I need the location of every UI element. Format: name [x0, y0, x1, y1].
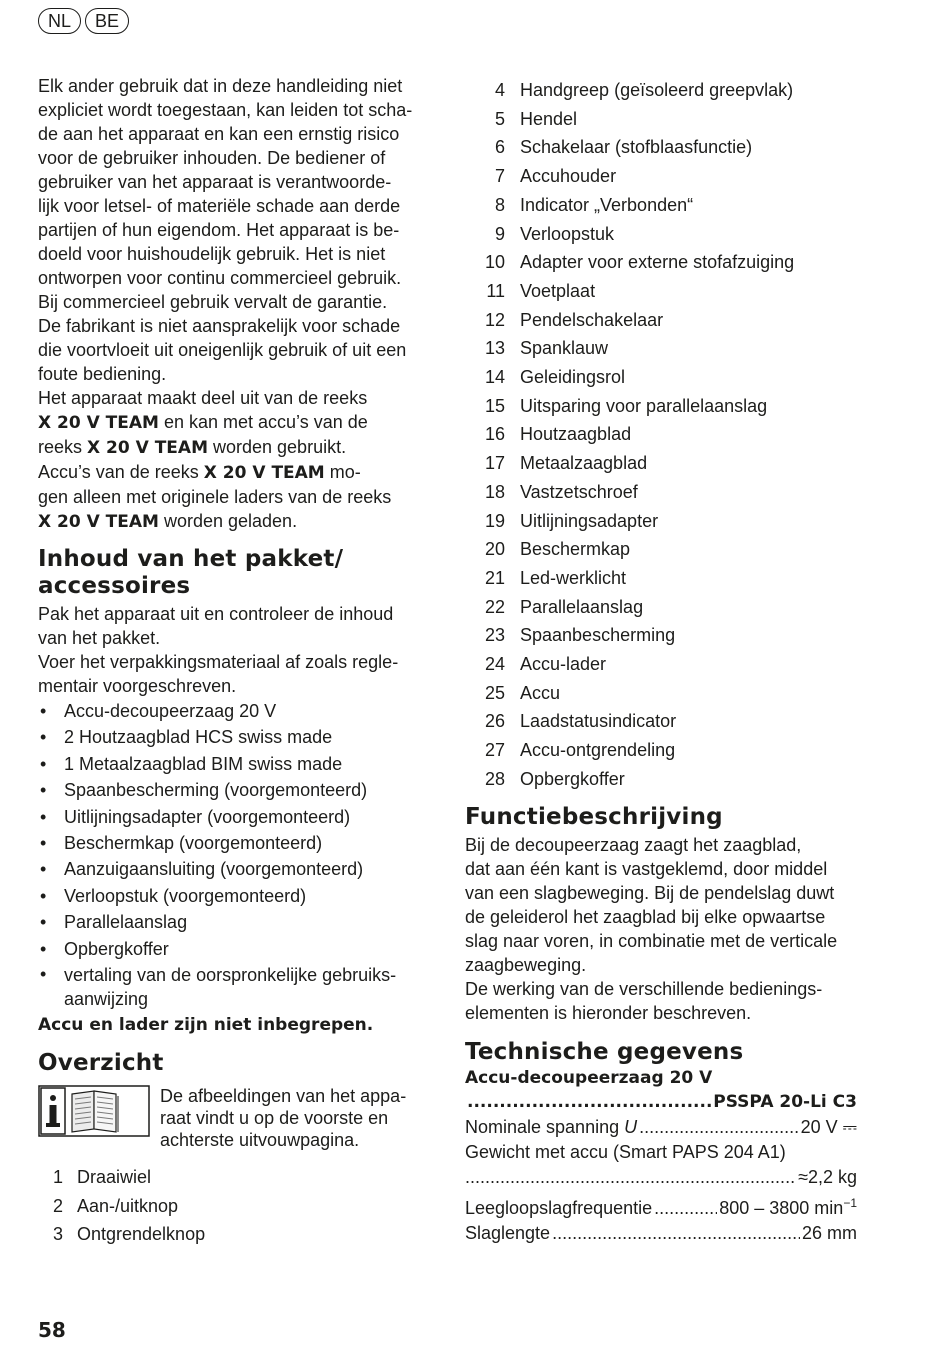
function-paragraph-1: Bij de decoupeerzaag zaagt het zaagblad, dat aan één kant is vastgeklemd, door middel van een slagbeweging. Bij de pendelslag duwt de geleiderol het zaagblad bij elke opwaartse slag naar voren, in combinatie met de verticale zaagbeweging.: [465, 834, 838, 975]
item-number: 12: [484, 309, 505, 330]
leader-dots: [552, 1221, 800, 1246]
item-number: 8: [494, 194, 505, 215]
series-name: X 20 V TEAM: [203, 463, 325, 483]
list-item: [465, 248, 857, 277]
list-item: [465, 220, 857, 249]
list-item: [38, 1163, 433, 1192]
list-item: [465, 306, 857, 335]
list-item: • Accu-decoupeerzaag 20 V: [38, 698, 433, 724]
item-number: 7: [494, 166, 505, 187]
right-column: [465, 76, 857, 1246]
item-number: 13: [484, 338, 505, 359]
spec-label: Slaglengte: [465, 1222, 551, 1243]
series-paragraph: [38, 386, 433, 534]
item-label: Opbergkoffer: [520, 768, 625, 789]
list-item: [465, 707, 857, 736]
item-number: 22: [484, 596, 505, 617]
list-item: [465, 191, 857, 220]
spec-label: Leegloopslagfrequentie: [465, 1197, 653, 1218]
list-item: • Beschermkap (voorgemonteerd): [38, 830, 433, 856]
list-item: • 2 Houtzaagblad HCS swiss made: [38, 724, 433, 750]
list-item: • Parallelaanslag: [38, 909, 433, 935]
item-number: 1: [52, 1167, 63, 1188]
item-label: Accu-ontgrendeling: [520, 740, 676, 761]
spec-symbol: U: [624, 1116, 638, 1137]
series-text: Het apparaat maakt deel uit van de reeks: [38, 388, 368, 408]
item-number: 6: [494, 137, 505, 158]
item-number: 16: [484, 424, 505, 445]
list-item: [465, 334, 857, 363]
item-label: Accu: [520, 682, 561, 703]
item-number: 9: [494, 223, 505, 244]
spec-row-stroke: [465, 1221, 857, 1246]
model-number: PSSPA 20-Li C3: [713, 1091, 857, 1112]
item-label: Ontgrendelknop: [77, 1224, 206, 1245]
package-list: [38, 698, 433, 1012]
leader-dots: [639, 1115, 798, 1140]
list-item: [465, 593, 857, 622]
list-item: [465, 449, 857, 478]
spec-row-weight-label: [465, 1140, 857, 1165]
list-item: • Verloopstuk (voorgemonteerd): [38, 883, 433, 909]
item-label: Vastzetschroef: [520, 481, 638, 502]
item-label: Aan-/uitknop: [77, 1195, 179, 1216]
leader-dots: [465, 1165, 796, 1190]
list-item: • Aanzuigaansluiting (voorgemonteerd): [38, 856, 433, 882]
spec-value: 20 V ⎓: [800, 1116, 857, 1137]
spec-label: Gewicht met accu (Smart PAPS 204 A1): [465, 1141, 786, 1162]
leader-dots: [654, 1196, 717, 1221]
language-badges: [38, 8, 129, 34]
item-number: 19: [484, 510, 505, 531]
item-number: 27: [484, 740, 505, 761]
spec-value: 26 mm: [801, 1222, 857, 1243]
item-number: 4: [494, 80, 505, 100]
series-text: gen alleen met originele laders van de reeks: [38, 487, 392, 507]
item-label: Draaiwiel: [77, 1167, 152, 1188]
list-item: [465, 478, 857, 507]
item-number: 10: [484, 252, 505, 273]
list-item: • vertaling van de oorspronkelijke gebruiks- aanwijzing: [38, 962, 433, 1012]
item-label: Laadstatusindicator: [520, 711, 677, 732]
series-text: mo-: [324, 462, 361, 482]
list-item: [465, 621, 857, 650]
item-label: Parallelaanslag: [520, 596, 644, 617]
leader-dots: [467, 1090, 711, 1115]
item-label: Uitsparing voor parallelaanslag: [520, 395, 768, 416]
item-label: Accuhouder: [520, 166, 617, 187]
package-paragraph-1: Pak het apparaat uit en controleer de inhoud van het pakket.: [38, 604, 394, 648]
item-label: Handgreep (geïsoleerd greepvlak): [520, 80, 794, 100]
series-text: worden geladen.: [158, 511, 298, 531]
language-badge-be: BE: [85, 8, 129, 34]
function-paragraph-2: De werking van de verschillende bedienings- elementen is hieronder beschreven.: [465, 978, 823, 1023]
series-name: X 20 V TEAM: [38, 413, 159, 433]
list-item: [465, 392, 857, 421]
list-item: [465, 679, 857, 708]
spec-value: [719, 1196, 857, 1221]
item-number: 14: [484, 367, 505, 388]
item-label: Accu-lader: [520, 654, 607, 675]
spec-row-weight: [465, 1165, 857, 1190]
function-heading: Functiebeschrijving: [465, 803, 723, 830]
item-label: Geleidingsrol: [520, 367, 626, 388]
spec-label-text: Nominale spanning: [465, 1116, 625, 1137]
spec-row-voltage: [465, 1115, 857, 1140]
item-number: 11: [486, 280, 505, 301]
list-item: [465, 650, 857, 679]
list-item: [465, 277, 857, 306]
language-badge-nl: NL: [38, 8, 81, 34]
item-label: Spanklauw: [520, 338, 609, 359]
list-item: • Opbergkoffer: [38, 936, 433, 962]
item-number: 21: [484, 567, 505, 588]
list-item: [465, 736, 857, 765]
overview-list-part-2: [465, 76, 857, 794]
list-item: [38, 1192, 433, 1221]
spec-exponent: −1: [843, 1195, 857, 1210]
spec-value-text: 800 – 3800 min: [719, 1197, 844, 1218]
list-item: • Spaanbescherming (voorgemonteerd): [38, 777, 433, 803]
item-label: Metaalzaagblad: [520, 453, 648, 474]
intro-paragraph: Elk ander gebruik dat in deze handleiding niet expliciet wordt toegestaan, kan leiden tot scha- de aan het apparaat en kan een ernstig risico voor de gebruiker inhouden. De bediener of gebruiker van het apparaat is verantwoorde- lijk voor letsel- of materiële schade aan derde partijen of hun eigendom. Het apparaat is be- doeld voor huishoudelijk gebruik. Het is niet ontworpen voor continu commercieel gebruik. Bij commercieel gebruik vervalt de garantie. De fabrikant is niet aansprakelijk voor schade die voortvloeit uit oneigenlijk gebruik of uit een foute bediening.: [38, 76, 413, 384]
item-label: Led-werklicht: [520, 567, 627, 588]
item-number: 18: [484, 481, 505, 502]
tech-model-row: [465, 1090, 857, 1115]
left-column: [38, 74, 433, 1249]
spec-value: ≈2,2 kg: [798, 1166, 857, 1187]
overview-info: [38, 1085, 433, 1151]
list-item: [38, 1220, 433, 1249]
package-note: Accu en lader zijn niet inbegrepen.: [38, 1015, 374, 1036]
series-name: X 20 V TEAM: [38, 512, 159, 532]
list-item: • Uitlijningsadapter (voorgemonteerd): [38, 804, 433, 830]
spec-label: [465, 1115, 637, 1140]
series-text: reeks: [38, 437, 88, 457]
item-number: 3: [52, 1224, 63, 1245]
item-number: 15: [484, 395, 505, 416]
overview-heading: Overzicht: [38, 1050, 164, 1077]
item-label: Beschermkap: [520, 539, 631, 560]
item-label: Voetplaat: [520, 280, 596, 301]
series-text: worden gebruikt.: [208, 437, 347, 457]
overview-info-text: De afbeeldingen van het appa- raat vindt u op de voorste en achterste uitvouwpagina.: [160, 1086, 407, 1151]
list-item: [465, 363, 857, 392]
list-item: [465, 507, 857, 536]
item-label: Indicator „Verbonden“: [520, 194, 694, 215]
list-item: [465, 133, 857, 162]
list-item: [465, 76, 857, 105]
item-number: 28: [484, 768, 505, 789]
item-label: Pendelschakelaar: [520, 309, 664, 330]
list-item: [465, 420, 857, 449]
item-label: Uitlijningsadapter: [520, 510, 659, 531]
list-item: • 1 Metaalzaagblad BIM swiss made: [38, 751, 433, 777]
item-number: 25: [484, 682, 505, 703]
overview-list-part-1: [38, 1163, 433, 1249]
item-label: Spaanbescherming: [520, 625, 676, 646]
series-text: en kan met accu’s van de: [158, 412, 368, 432]
list-item: [465, 765, 857, 794]
item-label: Adapter voor externe stofafzuiging: [520, 252, 795, 273]
item-label: Verloopstuk: [520, 223, 615, 244]
package-heading: Inhoud van het pakket/ accessoires: [38, 546, 344, 599]
item-label: Schakelaar (stofblaasfunctie): [520, 137, 753, 158]
series-text: Accu’s van de reeks: [38, 462, 204, 482]
list-item: [465, 564, 857, 593]
item-label: Hendel: [520, 108, 578, 129]
tech-subheading: Accu-decoupeerzaag 20 V: [465, 1067, 713, 1088]
item-number: 26: [484, 711, 505, 732]
info-manual-icon: [38, 1085, 150, 1137]
list-item: [465, 162, 857, 191]
list-item: [465, 105, 857, 134]
tech-heading: Technische gegevens: [465, 1038, 744, 1065]
item-number: 5: [494, 108, 505, 129]
spec-row-frequency: [465, 1196, 857, 1221]
item-number: 20: [484, 539, 505, 560]
page-number: 58: [38, 1318, 66, 1342]
package-paragraph-2: Voer het verpakkingsmateriaal af zoals regle- mentair voorgeschreven.: [38, 652, 399, 696]
item-number: 17: [484, 453, 505, 474]
series-name: X 20 V TEAM: [87, 438, 208, 458]
item-number: 24: [484, 654, 505, 675]
item-number: 2: [52, 1195, 63, 1216]
item-number: 23: [484, 625, 505, 646]
item-label: Houtzaagblad: [520, 424, 632, 445]
list-item: [465, 535, 857, 564]
